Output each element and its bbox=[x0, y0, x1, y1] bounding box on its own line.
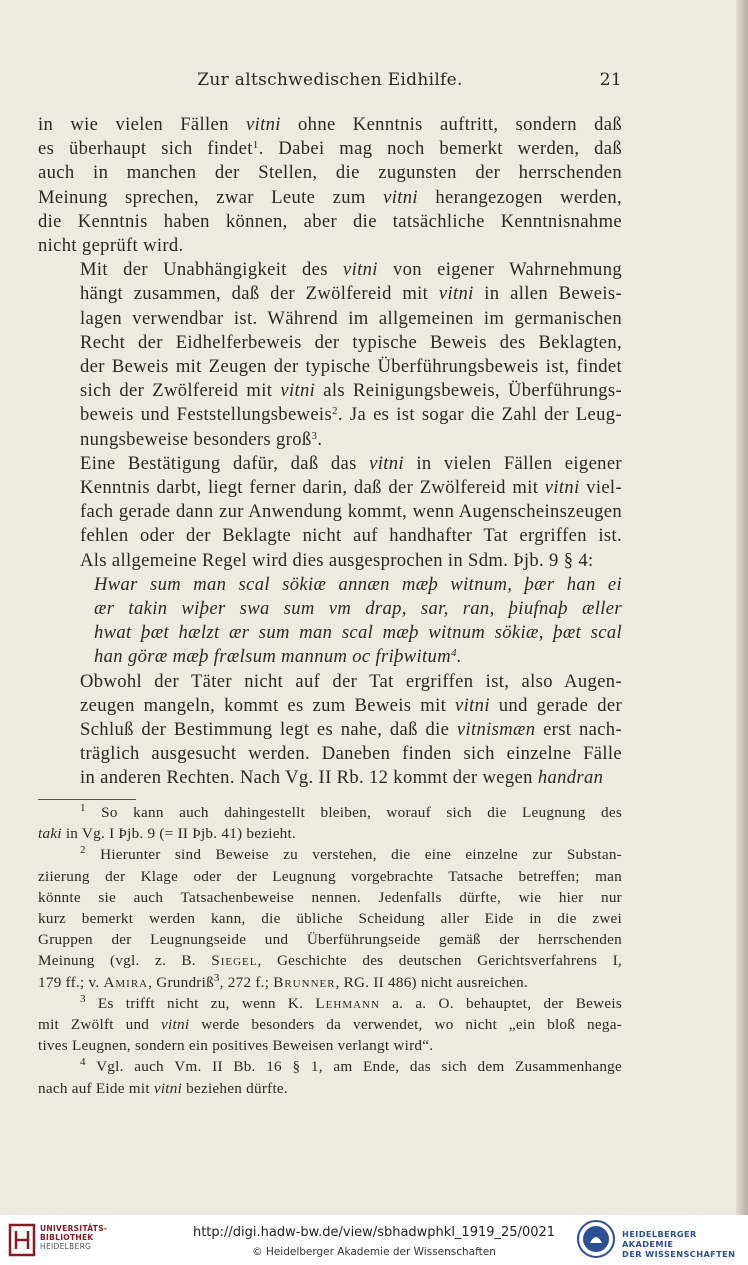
text-line: nungsbeweise besonders groß$^3$. bbox=[80, 428, 323, 450]
footnote-3 bbox=[38, 993, 622, 1057]
italic-term: vitni bbox=[455, 694, 490, 716]
text-line: nicht geprüft wird. bbox=[38, 235, 184, 257]
footnote-marker: 3 bbox=[213, 971, 220, 984]
text-line: hängt zusammen, daß der Zwölfereid mit vitni in allen Beweis- bbox=[80, 283, 622, 305]
text-line: Meinung (vgl. z. B. Siegel, Geschichte des deutschen Gerichtsverfahrens I, bbox=[38, 952, 622, 970]
text-line: fehlen oder der Beklagte nicht auf handhafter Tat ergriffen ist. bbox=[80, 525, 622, 547]
text-line: Schluß der Bestimmung legt es nahe, daß die vitnismæn erst nach- bbox=[80, 719, 622, 741]
author-name: Lehmann bbox=[315, 994, 380, 1012]
book-spine-edge bbox=[736, 0, 748, 1215]
footnotes bbox=[38, 802, 622, 1099]
text-line: taki in Vg. I Þjb. 9 (= II Þjb. 41) bezieht. bbox=[38, 825, 297, 843]
paragraph bbox=[38, 452, 622, 573]
text-line: sich der Zwölfereid mit vitni als Reinigungsbeweis, Überführungs- bbox=[80, 380, 622, 402]
text-line: der Beweis mit Zeugen der typische Überführungsbeweis ist, findet bbox=[80, 356, 622, 378]
author-name: Brunner bbox=[273, 973, 336, 991]
italic-term: taki bbox=[38, 825, 62, 843]
text-line: han göræ mæþ frælsum mannum oc friþwitum$^4$. bbox=[94, 646, 462, 668]
text-line: hwat þæt hælzt ær sum man scal mæþ witnum sökiæ, þæt scal bbox=[94, 622, 622, 644]
text-line: $^2$ Hierunter sind Beweise zu verstehen, die eine einzelne zur Substan- bbox=[80, 844, 622, 864]
text-line: Mit der Unabhängigkeit des vitni von eigener Wahrnehmung bbox=[80, 259, 622, 281]
text-line: Als allgemeine Regel wird dies ausgesprochen in Sdm. Þjb. 9 § 4: bbox=[80, 549, 594, 571]
italic-term: vitni bbox=[246, 114, 281, 135]
main-text bbox=[38, 113, 622, 791]
footnote-marker: 4 bbox=[451, 647, 457, 660]
text-line: beweis und Feststellungsbeweis$^2$. Ja es ist sogar die Zahl der Leug- bbox=[80, 404, 623, 426]
text-line: Gruppen der Leugnungseide und Überführungseide gemäß der herrschenden bbox=[38, 931, 622, 949]
text-line: mit Zwölft und vitni werde besonders da verwendet, wo nicht „ein bloß nega- bbox=[38, 1016, 622, 1034]
text-line: 179 ff.; v. Amira, Grundriß$^3$, 272 f.; Brunner, RG. II 486) nicht ausreichen. bbox=[38, 971, 529, 991]
text-line: Recht der Eidhelferbeweis der typische Beweis des Beklagten, bbox=[80, 331, 622, 353]
footnote-4 bbox=[38, 1056, 622, 1098]
text-line: in wie vielen Fällen vitni ohne Kenntnis auftritt, sondern daß bbox=[38, 114, 622, 135]
footnote-marker: 3 bbox=[80, 992, 86, 1005]
italic-term: vitni bbox=[161, 1016, 190, 1034]
text-line: $^4$ Vgl. auch Vm. II Bb. 16 § 1, am Ende, das sich dem Zusammenhange bbox=[80, 1056, 622, 1076]
text-line: träglich ausgesucht werden. Daneben finden sich einzelne Fälle bbox=[80, 743, 622, 765]
italic-term: handran bbox=[537, 767, 604, 789]
page-number: 21 bbox=[599, 70, 622, 90]
footnote-marker: 2 bbox=[332, 405, 338, 418]
text-line: nach auf Eide mit vitni beziehen dürfte. bbox=[38, 1079, 288, 1097]
italic-term: vitni bbox=[544, 477, 580, 499]
text-line: fach gerade dann zur Anwendung kommt, wenn Augenscheinszeugen bbox=[80, 501, 622, 523]
footnote-marker: 1 bbox=[252, 139, 259, 152]
viewer-footer bbox=[0, 1215, 748, 1265]
footnote-2 bbox=[38, 844, 622, 992]
footnote-marker: 1 bbox=[80, 802, 86, 814]
italic-term: vitni bbox=[438, 283, 474, 305]
text-line: $^1$ So kann auch dahingestellt bleiben, worauf sich die Leugnung des bbox=[80, 802, 622, 821]
author-name: Siegel bbox=[211, 952, 258, 970]
text-line: ziierung der Klage oder der Leugnung vorgebrachte Tatsache betreffen; man bbox=[38, 867, 622, 885]
author-name: Amira bbox=[103, 973, 149, 991]
footnote-marker: 3 bbox=[311, 429, 318, 442]
text-line: Meinung sprechen, zwar Leute zum vitni herangezogen werden, bbox=[38, 186, 622, 208]
italic-term: vitni bbox=[342, 259, 378, 281]
academy-seal-icon bbox=[576, 1219, 616, 1259]
text-line: die Kenntnis haben können, aber die tatsächliche Kenntnisnahme bbox=[38, 210, 622, 232]
footnote-1 bbox=[38, 802, 622, 844]
text-line: Eine Bestätigung dafür, daß das vitni in vielen Fällen eigener bbox=[80, 452, 622, 474]
paragraph bbox=[38, 113, 622, 258]
italic-term: vitni bbox=[153, 1079, 183, 1097]
permalink-url[interactable]: http://digi.hadw-bw.de/view/sbhadwphkl_1919_25/0021 bbox=[192, 1225, 556, 1240]
page-header bbox=[38, 70, 622, 96]
university-library-name: UNIVERSITÄTS- BIBLIOTHEK HEIDELBERG bbox=[40, 1224, 108, 1251]
paragraph bbox=[38, 670, 622, 791]
text-line: zeugen mangeln, kommt es zum Beweis mit vitni und gerade der bbox=[80, 694, 622, 716]
text-line: lagen verwendbar ist. Während im allgemeinen im germanischen bbox=[80, 307, 622, 329]
text-line: kurz bemerkt werden kann, die übliche Scheidung aller Eide in die zwei bbox=[38, 910, 622, 928]
text-line: es überhaupt sich findet$^1$. Dabei mag noch bemerkt werden, daß bbox=[38, 138, 622, 160]
running-title: Zur altschwedischen Eidhilfe. bbox=[197, 70, 463, 90]
italic-term: vitni bbox=[369, 452, 404, 474]
footnote-marker: 2 bbox=[80, 844, 86, 857]
paragraph bbox=[38, 258, 622, 452]
footnote-marker: 4 bbox=[80, 1056, 86, 1069]
italic-term: vitni bbox=[280, 380, 316, 402]
text-line: Obwohl der Täter nicht auf der Tat ergriffen ist, also Augen- bbox=[80, 670, 622, 692]
academy-name: HEIDELBERGER AKADEMIE DER WISSENSCHAFTEN bbox=[622, 1229, 736, 1259]
footnote-separator bbox=[38, 799, 136, 800]
text-line: $^3$ Es trifft nicht zu, wenn K. Lehmann a. a. O. behauptet, der Beweis bbox=[80, 992, 623, 1012]
text-line: Hwar sum man scal sökiæ annæn mæþ witnum, þær han ei bbox=[94, 573, 622, 595]
text-line: Kenntnis darbt, liegt ferner darin, daß der Zwölfereid mit vitni viel- bbox=[80, 477, 622, 499]
text-line: auch in manchen der Stellen, die zugunsten der herrschenden bbox=[38, 162, 622, 184]
italic-term: vitnismæn bbox=[456, 719, 536, 741]
legal-quotation bbox=[38, 573, 622, 670]
text-line: in anderen Rechten. Nach Vg. II Rb. 12 kommt der wegen handran bbox=[80, 767, 604, 789]
text-line: tives Leugnen, sondern ein positives Beweisen verlangt wird“. bbox=[38, 1037, 434, 1055]
text-line: ær takin wiþer swa sum vm drap, sar, ran, þiufnaþ æller bbox=[94, 598, 622, 620]
text-line: könnte sie auch Tatsachenbeweise nennen. Jedenfalls dürfte, wie hier nur bbox=[38, 888, 622, 906]
copyright-notice: © Heidelberger Akademie der Wissenschaften bbox=[252, 1246, 496, 1258]
italic-term: vitni bbox=[383, 186, 418, 208]
